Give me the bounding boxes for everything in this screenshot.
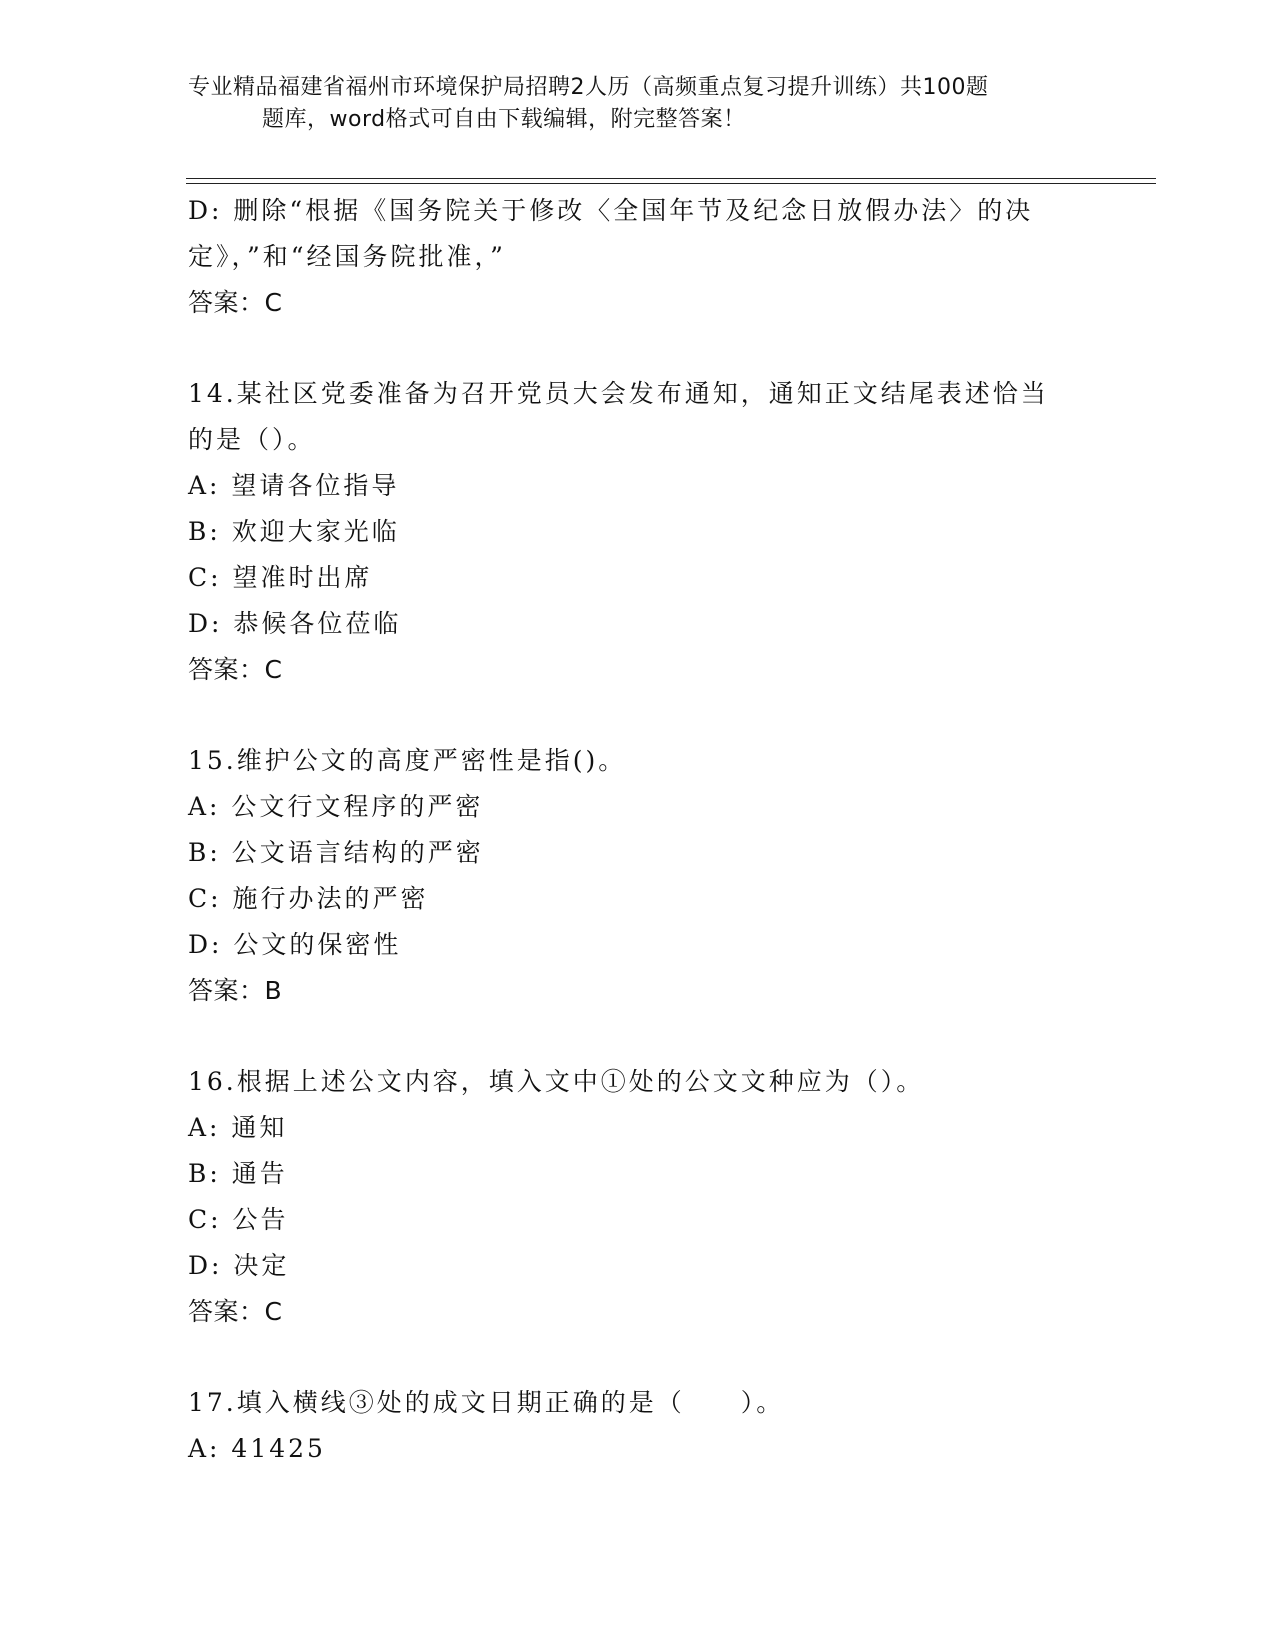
- question-16: [188, 1059, 1088, 1335]
- option-a: A: 41425: [188, 1434, 326, 1463]
- answer: 答案：C: [188, 1297, 283, 1326]
- question-13-continuation: [188, 188, 1088, 326]
- option-d-line-2: 定》，”和“经国务院批准，”: [188, 242, 506, 271]
- option-b: B: 欢迎大家光临: [188, 517, 400, 546]
- question-15: [188, 738, 1088, 1014]
- document-header: [188, 72, 1088, 136]
- option-d: D: 公文的保密性: [188, 930, 402, 959]
- question-stem-line-1: 16.根据上述公文内容，填入文中①处的公文文种应为（）。: [188, 1067, 925, 1096]
- option-c: C: 公告: [188, 1205, 289, 1234]
- question-stem-line-2: 的是（）。: [188, 425, 316, 454]
- answer: 答案：B: [188, 976, 283, 1005]
- header-title-line-2: 题库，word格式可自由下载编辑，附完整答案！: [262, 107, 746, 132]
- option-d: D: 决定: [188, 1251, 290, 1280]
- answer: 答案：C: [188, 288, 283, 317]
- question-14: [188, 371, 1088, 693]
- option-d: D: 恭候各位莅临: [188, 609, 402, 638]
- answer: 答案：C: [188, 655, 283, 684]
- option-d-line-1: D: 删除“根据《国务院关于修改〈全国年节及纪念日放假办法〉的决: [188, 196, 1034, 225]
- option-c: C: 望准时出席: [188, 563, 373, 592]
- header-divider-top: [186, 178, 1156, 179]
- option-a: A: 通知: [188, 1113, 288, 1142]
- header-divider-bottom: [186, 183, 1156, 184]
- option-a: A: 望请各位指导: [188, 471, 400, 500]
- option-a: A: 公文行文程序的严密: [188, 792, 484, 821]
- question-stem-line-1: 14.某社区党委准备为召开党员大会发布通知，通知正文结尾表述恰当: [188, 379, 1049, 408]
- question-stem-line-1: 15.维护公文的高度严密性是指()。: [188, 746, 627, 775]
- question-stem-line-1: 17.填入横线③处的成文日期正确的是（ ）。: [188, 1388, 785, 1417]
- question-17: [188, 1380, 1088, 1472]
- header-title-line-1: 专业精品福建省福州市环境保护局招聘2人历（高频重点复习提升训练）共100题: [188, 75, 989, 100]
- option-b: B: 通告: [188, 1159, 288, 1188]
- document-body: [188, 188, 1088, 1472]
- option-c: C: 施行办法的严密: [188, 884, 429, 913]
- option-b: B: 公文语言结构的严密: [188, 838, 484, 867]
